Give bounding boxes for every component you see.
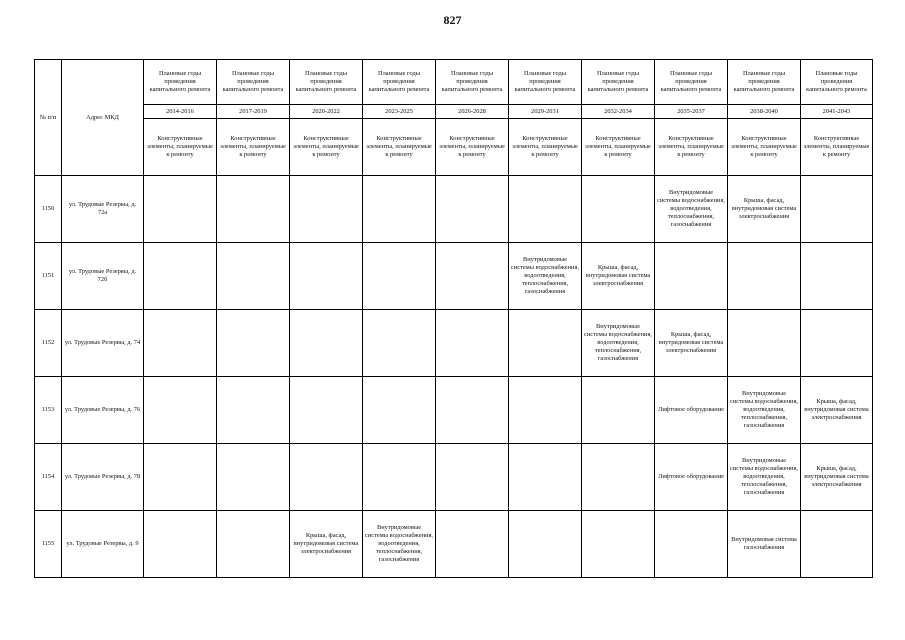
table-cell: Крыша, фасад, внутридомовая система электроснабжения (582, 243, 655, 310)
table-cell: Крыша, фасад, внутридомовая система электроснабжения (655, 310, 728, 377)
row-number: 1153 (35, 377, 62, 444)
table-cell (582, 444, 655, 511)
table-cell (509, 310, 582, 377)
table-cell (728, 243, 801, 310)
period-elements-label: Конструктивные элементы, планируемые к ремонту (290, 119, 363, 176)
row-address: ул. Трудовые Резервы, д. 74 (62, 310, 144, 377)
period-title: Плановые годы проведения капитального ремонта (655, 60, 728, 105)
table-cell (144, 377, 217, 444)
row-number: 1155 (35, 511, 62, 578)
table-cell: Внутридомовая система газоснабжения (728, 511, 801, 578)
table-cell (290, 176, 363, 243)
table-cell (144, 243, 217, 310)
row-address: ул. Трудовые Резервы, д. 76 (62, 377, 144, 444)
table-cell: Крыша, фасад, внутридомовая система электроснабжения (728, 176, 801, 243)
table-cell (436, 243, 509, 310)
table-row (35, 511, 873, 578)
table-cell (290, 243, 363, 310)
table-cell: Крыша, фасад, внутридомовая система электроснабжения (801, 444, 873, 511)
period-years: 2035-2037 (655, 105, 728, 119)
period-title: Плановые годы проведения капитального ремонта (728, 60, 801, 105)
period-title: Плановые годы проведения капитального ремонта (582, 60, 655, 105)
page-number: 827 (443, 13, 462, 27)
table-cell (801, 310, 873, 377)
column-header-number: № п/п (35, 60, 62, 176)
table-cell (436, 444, 509, 511)
table-cell (144, 176, 217, 243)
table-cell (436, 511, 509, 578)
table-cell (363, 377, 436, 444)
period-elements-label: Конструктивные элементы, планируемые к ремонту (217, 119, 290, 176)
period-elements-label: Конструктивные элементы, планируемые к ремонту (509, 119, 582, 176)
period-elements-label: Конструктивные элементы, планируемые к ремонту (582, 119, 655, 176)
table-cell (655, 243, 728, 310)
table-cell: Крыша, фасад, внутридомовая система электроснабжения (290, 511, 363, 578)
period-elements-label: Конструктивные элементы, планируемые к ремонту (144, 119, 217, 176)
table-row (35, 310, 873, 377)
table-cell: Внутридомовые системы водоснабжения, водоотведения, теплоснабжения, газоснабжения (728, 444, 801, 511)
row-address: ул. Трудовые Резервы, д. 78 (62, 444, 144, 511)
table-cell (436, 377, 509, 444)
period-title: Плановые годы проведения капитального ремонта (801, 60, 873, 105)
table-cell: Внутридомовые системы водоснабжения, водоотведения, теплоснабжения, газоснабжения (582, 310, 655, 377)
table-cell (363, 444, 436, 511)
table-cell: Внутридомовые системы водоснабжения, водоотведения, теплоснабжения, газоснабжения (509, 243, 582, 310)
table-cell: Лифтовое оборудование (655, 444, 728, 511)
period-elements-label: Конструктивные элементы, планируемые к ремонту (655, 119, 728, 176)
table-cell (582, 511, 655, 578)
table-cell (217, 444, 290, 511)
table-cell (217, 511, 290, 578)
table-row (35, 176, 873, 243)
table-cell (509, 176, 582, 243)
period-title: Плановые годы проведения капитального ремонта (436, 60, 509, 105)
table-cell (509, 511, 582, 578)
table-cell (290, 310, 363, 377)
period-years: 2014-2016 (144, 105, 217, 119)
table-cell (801, 176, 873, 243)
period-years: 2032-2034 (582, 105, 655, 119)
column-header-address: Адрес МКД (62, 60, 144, 176)
row-number: 1152 (35, 310, 62, 377)
period-years: 2029-2031 (509, 105, 582, 119)
row-number: 1154 (35, 444, 62, 511)
period-elements-label: Конструктивные элементы, планируемые к ремонту (363, 119, 436, 176)
table-cell (144, 444, 217, 511)
table-row (35, 243, 873, 310)
row-address: ул. Трудовые Резервы, д. 72б (62, 243, 144, 310)
period-years: 2020-2022 (290, 105, 363, 119)
period-years: 2023-2025 (363, 105, 436, 119)
table-cell (801, 511, 873, 578)
table-cell (655, 511, 728, 578)
table-cell: Внутридомовые системы водоснабжения, водоотведения, теплоснабжения, газоснабжения (363, 511, 436, 578)
table-cell (363, 310, 436, 377)
table-cell (728, 310, 801, 377)
period-title: Плановые годы проведения капитального ремонта (217, 60, 290, 105)
period-years: 2017-2019 (217, 105, 290, 119)
period-title: Плановые годы проведения капитального ремонта (144, 60, 217, 105)
table-row (35, 377, 873, 444)
table-cell (363, 176, 436, 243)
table-cell (363, 243, 436, 310)
table-cell (290, 377, 363, 444)
table-cell: Внутридомовые системы водоснабжения, водоотведения, теплоснабжения, газоснабжения (655, 176, 728, 243)
table-cell (217, 310, 290, 377)
table-cell (801, 243, 873, 310)
table-row (35, 444, 873, 511)
table-cell (582, 377, 655, 444)
table-header (35, 60, 873, 176)
row-number: 1150 (35, 176, 62, 243)
table-cell (582, 176, 655, 243)
period-title: Плановые годы проведения капитального ремонта (290, 60, 363, 105)
table-cell (217, 377, 290, 444)
table-cell (509, 377, 582, 444)
table-cell (290, 444, 363, 511)
table-cell: Лифтовое оборудование (655, 377, 728, 444)
table-body (35, 176, 873, 578)
table-cell: Внутридомовые системы водоснабжения, водоотведения, теплоснабжения, газоснабжения (728, 377, 801, 444)
period-elements-label: Конструктивные элементы, планируемые к ремонту (436, 119, 509, 176)
row-number: 1151 (35, 243, 62, 310)
period-elements-label: Конструктивные элементы, планируемые к ремонту (728, 119, 801, 176)
table-cell (144, 511, 217, 578)
row-address: ул. Трудовые Резервы, д. 9 (62, 511, 144, 578)
table-cell (144, 310, 217, 377)
table-cell (217, 176, 290, 243)
table-cell (436, 176, 509, 243)
row-address: ул. Трудовые Резервы, д. 72а (62, 176, 144, 243)
period-years: 2026-2028 (436, 105, 509, 119)
table-cell: Крыша, фасад, внутридомовая система электроснабжения (801, 377, 873, 444)
table-cell (217, 243, 290, 310)
period-title: Плановые годы проведения капитального ремонта (509, 60, 582, 105)
period-years: 2041-2043 (801, 105, 873, 119)
table-cell (509, 444, 582, 511)
period-elements-label: Конструктивные элементы, планируемые к ремонту (801, 119, 873, 176)
period-title: Плановые годы проведения капитального ремонта (363, 60, 436, 105)
capital-repair-schedule-table (34, 59, 873, 578)
table-cell (436, 310, 509, 377)
period-years: 2038-2040 (728, 105, 801, 119)
